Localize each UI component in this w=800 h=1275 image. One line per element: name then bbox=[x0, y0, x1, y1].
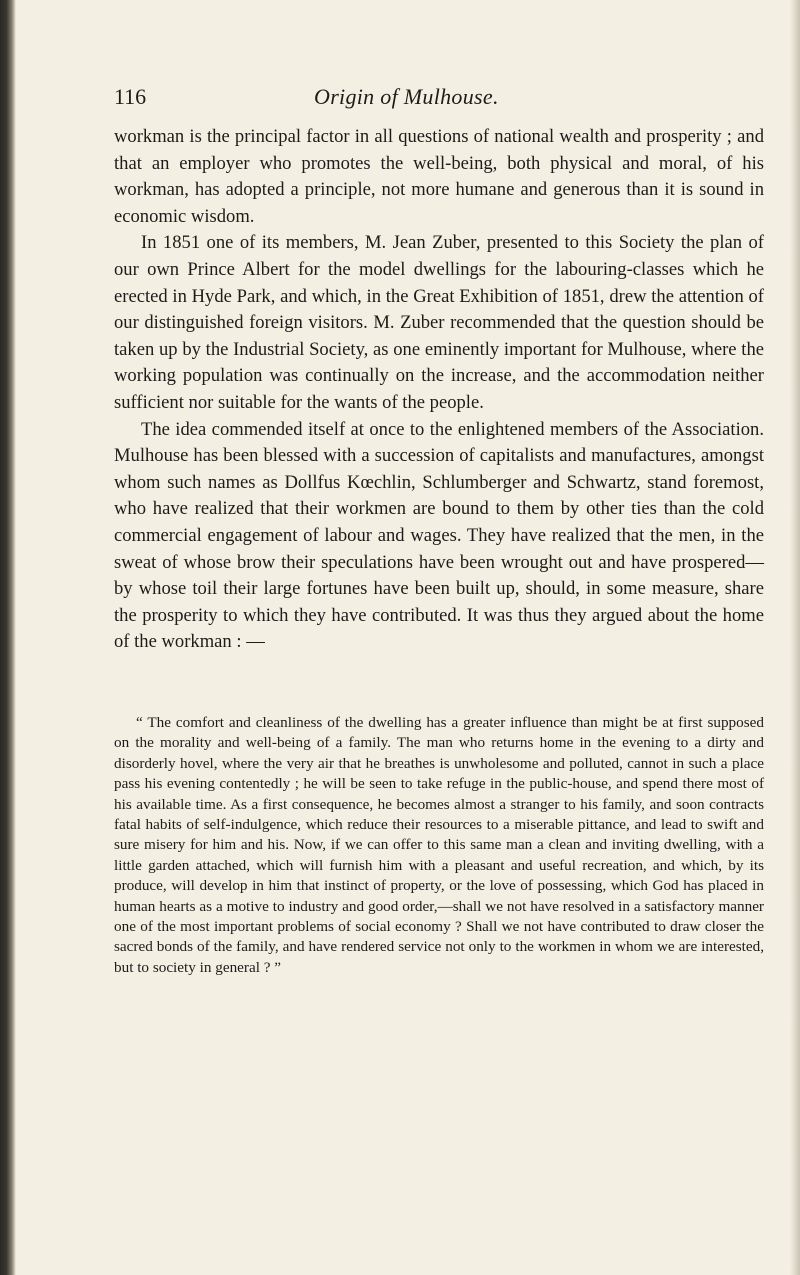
main-text bbox=[114, 124, 764, 656]
page-edge-shadow bbox=[790, 0, 800, 1275]
page-header bbox=[114, 84, 734, 118]
paragraph: workman is the principal factor in all questions of national wealth and prosperity ; and that an employer who promotes the well-being, both physical and moral, of his workman, has adopted a principle, not more humane and generous than it is sound in economic wisdom. bbox=[114, 126, 764, 227]
book-gutter-shadow bbox=[0, 0, 16, 1275]
running-title: Origin of Mulhouse. bbox=[314, 84, 499, 109]
block-quote bbox=[114, 713, 764, 978]
page-number: 116 bbox=[114, 84, 147, 109]
paragraph: The idea commended itself at once to the enlightened members of the Association. Mulhouse has been blessed with a succession of capitalists and manufactures, amongst whom such names as Dollfus Kœchlin, Schlumberger and Schwartz, stand foremost, who have realized that their workmen are bound to them by other ties than the cold commercial engagement of labour and wages. They have realized that the men, in the sweat of whose brow their speculations have been wrought out and have prospered—by whose toil their large fortunes have been built up, should, in some measure, share the prosperity to which they have contributed. It was thus they argued about the home of the workman : — bbox=[114, 418, 764, 653]
quote-paragraph: “ The comfort and cleanliness of the dwelling has a greater influence than might be at first supposed on the morality and well-being of a family. The man who returns home in the evening to a dirty and disorderly hovel, where the very air that he breathes is unwholesome and polluted, cannot in such a place pass his evening contentedly ; he will be seen to take refuge in the public-house, and spend there most of his available time. As a first consequence, he becomes almost a stranger to his family, and soon contracts fatal habits of self-indulgence, which reduce their resources to a miserable pittance, and lead to swift and sure misery for him and his. Now, if we can offer to this same man a clean and inviting dwelling, with a little garden attached, which will furnish him with a pleasant and useful recreation, and which, by its produce, will develop in him that instinct of property, or the love of possessing, which God has placed in human hearts as a motive to industry and good order,—shall we not have resolved in a satisfactory manner one of the most important problems of social economy ? Shall we not have contributed to draw closer the sacred bonds of the family, and have rendered service not only to the workmen in whom we are interested, but to society in general ? ” bbox=[114, 714, 764, 976]
paragraph: In 1851 one of its members, M. Jean Zuber, presented to this Society the plan of our own Prince Albert for the model dwellings for the labouring-classes which he erected in Hyde Park, and which, in the Great Exhibition of 1851, drew the attention of our distinguished foreign visitors. M. Zuber recommended that the question should be taken up by the Industrial Society, as one eminently important for Mulhouse, where the working population was continually on the increase, and the accommodation neither sufficient nor suitable for the wants of the people. bbox=[114, 232, 764, 413]
